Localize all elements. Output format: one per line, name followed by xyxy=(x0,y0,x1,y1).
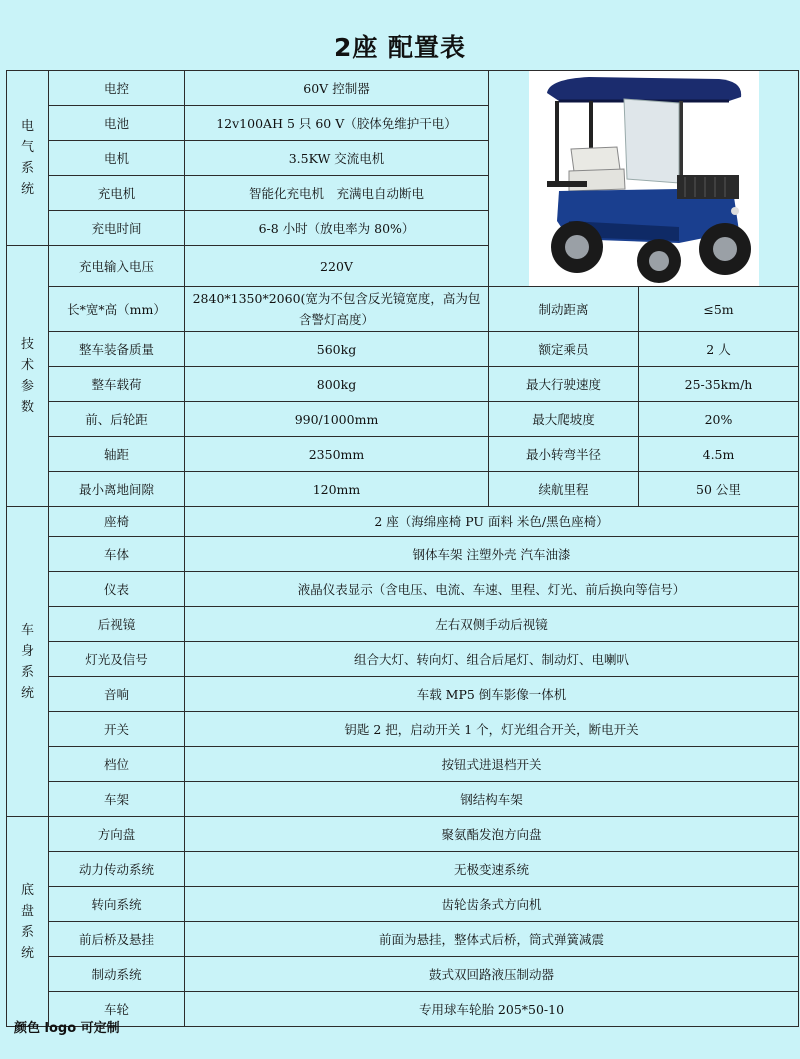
row-label: 整车装备质量 xyxy=(49,332,185,367)
row-label: 音响 xyxy=(49,677,185,712)
row-value: 钥匙 2 把，启动开关 1 个，灯光组合开关，断电开关 xyxy=(185,712,799,747)
page-title: 2座 配置表 xyxy=(333,33,467,62)
row-label: 开关 xyxy=(49,712,185,747)
row-value: 800kg xyxy=(185,367,489,402)
row-label-2: 最大爬坡度 xyxy=(489,402,639,437)
row-label: 转向系统 xyxy=(49,887,185,922)
table-row xyxy=(7,852,799,887)
spec-table xyxy=(6,70,799,1027)
table-row xyxy=(7,922,799,957)
row-value: 左右双侧手动后视镜 xyxy=(185,607,799,642)
table-row xyxy=(7,472,799,507)
row-value: 车载 MP5 倒车影像一体机 xyxy=(185,677,799,712)
row-value: 2350mm xyxy=(185,437,489,472)
row-value: 钢结构车架 xyxy=(185,782,799,817)
row-label: 充电机 xyxy=(49,176,185,211)
row-value: 液晶仪表显示（含电压、电流、车速、里程、灯光、前后换向等信号） xyxy=(185,572,799,607)
section-electric: 电气系统 xyxy=(7,71,49,246)
row-label: 方向盘 xyxy=(49,817,185,852)
row-value: 120mm xyxy=(185,472,489,507)
row-value: 12v100AH 5 只 60 V（胶体免维护干电） xyxy=(185,106,489,141)
table-row xyxy=(7,887,799,922)
row-label: 长*宽*高（mm） xyxy=(49,287,185,332)
row-label: 车轮 xyxy=(49,992,185,1027)
row-label: 仪表 xyxy=(49,572,185,607)
row-label: 前、后轮距 xyxy=(49,402,185,437)
row-value: 钢体车架 注塑外壳 汽车油漆 xyxy=(185,537,799,572)
row-value: 齿轮齿条式方向机 xyxy=(185,887,799,922)
row-label: 后视镜 xyxy=(49,607,185,642)
row-value-2: 20% xyxy=(639,402,799,437)
row-value: 无极变速系统 xyxy=(185,852,799,887)
row-value: 2 座（海绵座椅 PU 面料 米色/黑色座椅） xyxy=(185,507,799,537)
row-label-2: 最小转弯半径 xyxy=(489,437,639,472)
row-label: 电机 xyxy=(49,141,185,176)
row-value: 鼓式双回路液压制动器 xyxy=(185,957,799,992)
section-chassis: 底盘系统 xyxy=(7,817,49,1027)
row-value: 组合大灯、转向灯、组合后尾灯、制动灯、电喇叭 xyxy=(185,642,799,677)
table-row xyxy=(7,507,799,537)
row-label: 灯光及信号 xyxy=(49,642,185,677)
row-label-2: 额定乘员 xyxy=(489,332,639,367)
row-value-2: 4.5m xyxy=(639,437,799,472)
customization-note: 颜色 logo 可定制 xyxy=(14,1021,120,1036)
table-row xyxy=(7,817,799,852)
row-label: 轴距 xyxy=(49,437,185,472)
row-value-2: 50 公里 xyxy=(639,472,799,507)
row-value: 2840*1350*2060(宽为不包含反光镜宽度，高为包含警灯高度） xyxy=(185,287,489,332)
table-row xyxy=(7,677,799,712)
table-row xyxy=(7,957,799,992)
table-row xyxy=(7,782,799,817)
table-row xyxy=(7,642,799,677)
table-row xyxy=(7,572,799,607)
table-row xyxy=(7,71,799,106)
row-label-2: 最大行驶速度 xyxy=(489,367,639,402)
section-body: 车身系统 xyxy=(7,507,49,817)
row-value: 专用球车轮胎 205*50-10 xyxy=(185,992,799,1027)
row-label: 充电时间 xyxy=(49,211,185,246)
row-label: 车架 xyxy=(49,782,185,817)
row-value: 按钮式进退档开关 xyxy=(185,747,799,782)
row-value: 6-8 小时（放电率为 80%） xyxy=(185,211,489,246)
row-value-2: ≤5m xyxy=(639,287,799,332)
row-label: 动力传动系统 xyxy=(49,852,185,887)
row-value: 220V xyxy=(185,246,489,287)
golf-cart-image xyxy=(529,71,759,286)
table-row xyxy=(7,712,799,747)
row-label: 座椅 xyxy=(49,507,185,537)
table-row xyxy=(7,437,799,472)
row-label: 整车载荷 xyxy=(49,367,185,402)
row-label: 车体 xyxy=(49,537,185,572)
row-value-2: 2 人 xyxy=(639,332,799,367)
row-value: 560kg xyxy=(185,332,489,367)
table-row xyxy=(7,992,799,1027)
table-row xyxy=(7,747,799,782)
row-label-2: 制动距离 xyxy=(489,287,639,332)
table-row xyxy=(7,537,799,572)
row-value: 3.5KW 交流电机 xyxy=(185,141,489,176)
row-label: 档位 xyxy=(49,747,185,782)
table-row xyxy=(7,607,799,642)
row-value: 60V 控制器 xyxy=(185,71,489,106)
section-tech: 技术参数 xyxy=(7,246,49,507)
row-label: 前后桥及悬挂 xyxy=(49,922,185,957)
row-value-2: 25-35km/h xyxy=(639,367,799,402)
row-label: 最小离地间隙 xyxy=(49,472,185,507)
table-row xyxy=(7,287,799,332)
row-label: 电池 xyxy=(49,106,185,141)
table-row xyxy=(7,367,799,402)
row-label: 电控 xyxy=(49,71,185,106)
row-value: 990/1000mm xyxy=(185,402,489,437)
row-label-2: 续航里程 xyxy=(489,472,639,507)
vehicle-photo xyxy=(489,71,799,287)
row-label: 充电输入电压 xyxy=(49,246,185,287)
row-value: 聚氨酯发泡方向盘 xyxy=(185,817,799,852)
table-row xyxy=(7,332,799,367)
row-value: 前面为悬挂，整体式后桥，筒式弹簧减震 xyxy=(185,922,799,957)
table-row xyxy=(7,402,799,437)
row-label: 制动系统 xyxy=(49,957,185,992)
row-value: 智能化充电机 充满电自动断电 xyxy=(185,176,489,211)
